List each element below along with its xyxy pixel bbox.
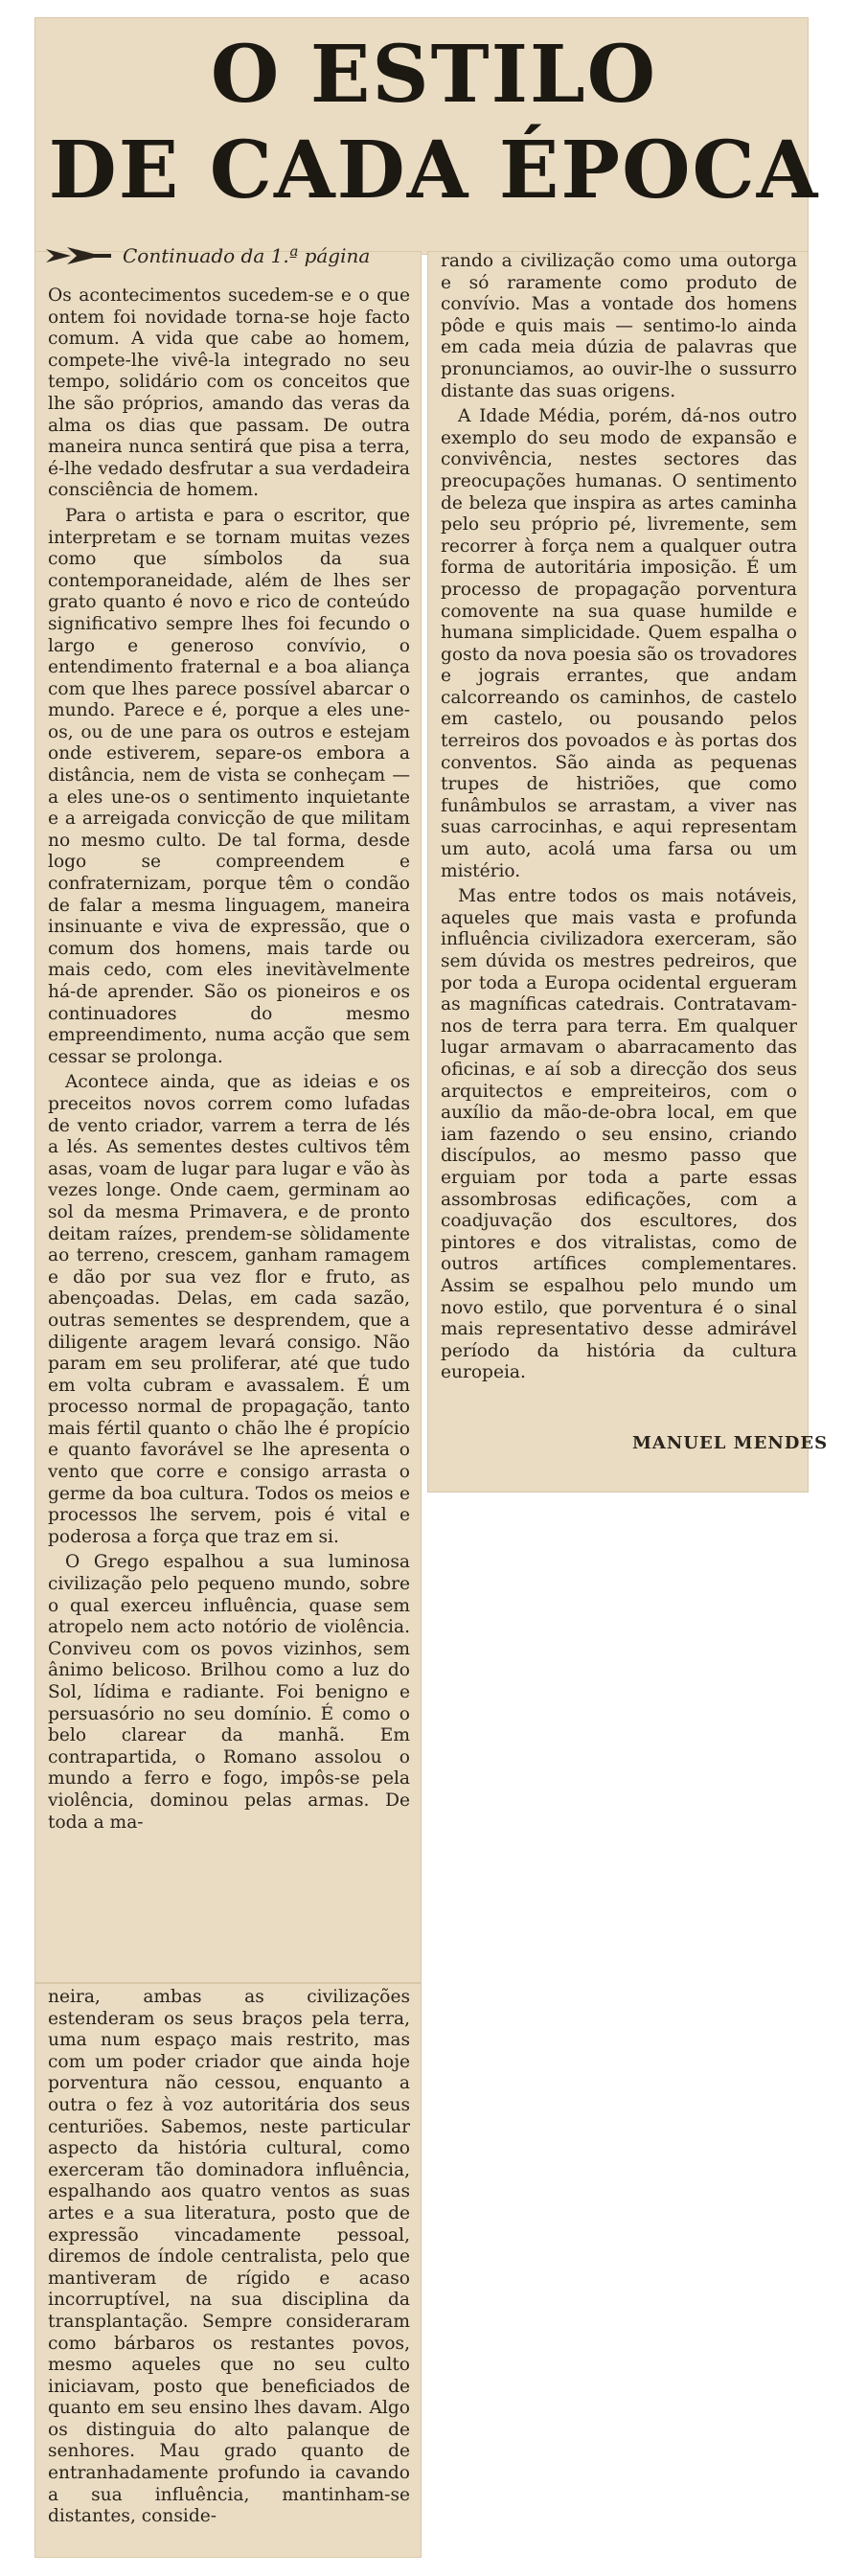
article-column-left-bottom <box>48 1987 410 2552</box>
continued-note <box>46 241 429 270</box>
article-column-left <box>48 285 410 1972</box>
paragraph: Acontece ainda, que as ideias e os preceitos novos correm como lufadas de vento criador, varrem a terra de lés a lés. As sementes destes cultivos têm asas, voam de lugar para lugar e vão às vezes longe. Onde caem, germinam ao sol da mesma Primavera, e de pronto deitam raízes, prendem-se sòlidamente ao terreno, crescem, ganham ramagem e dão por sua vez flor e fruto, as abençoadas. Delas, em cada sazão, outras sementes se desprendem, que a diligente aragem levará consigo. Não param em seu proliferar, até que tudo em volta cubram e avassalem. É um processo normal de propagação, tanto mais fértil quanto o chão lhe é propício e quanto favorável se lhe apresenta o vento que corre e consigo arrasta o germe da boa cultura. Todos os meios e processos lhe servem, pois é vital e poderosa a força que traz em si. <box>48 1072 410 1547</box>
paragraph: Mas entre todos os mais notáveis, aqueles que mais vasta e profunda influência civilizadora exerceram, são sem dúvida os mestres pedreiros, que por toda a Europa ocidental ergueram as magníficas catedrais. Contratavam-nos de terra para terra. Em qualquer lugar armavam o abarracamento das oficinas, e aí sob a direcção dos seus arquitectos e empreiteiros, com o auxílio da mão-de-obra local, em que iam fazendo o seu ensino, criando discípulos, ao mesmo passo que erguiam por toda a parte essas assombrosas edificações, com a coadjuvação dos escultores, dos pintores e dos vitralistas, como de outros artífices complementares. Assim se espalhou pelo mundo um novo estilo, que porventura é o sinal mais representativo desse admirável período da história da cultura europeia. <box>441 886 797 1383</box>
paragraph: rando a civilização como uma outorga e só raramente como produto de convívio. Mas a vontade dos homens pôde e quis mais — sentimo-lo ainda em cada meia dúzia de palavras que pronunciamos, ao ouvir-lhe o sussurro distante das suas origens. <box>441 251 797 401</box>
continued-label: Continuado da 1.ª página <box>123 244 371 267</box>
arrow-icon <box>46 245 113 266</box>
paragraph: O Grego espalhou a sua luminosa civilização pelo pequeno mundo, sobre o qual exerceu influência, quase sem atropelo nem acto notório de violência. Conviveu com os povos vizinhos, sem ânimo belicoso. Brilhou como a luz do Sol, lídima e radiante. Foi benigno e persuasório no seu domínio. É como o belo clarear da manhã. Em contrapartida, o Romano assolou o mundo a ferro e fogo, impôs-se pela violência, dominou pelas armas. De toda a ma- <box>48 1552 410 1833</box>
paragraph: A Idade Média, porém, dá-nos outro exemplo do seu modo de expansão e convivência, nestes sectores das preocupações humanas. O sentimento de beleza que inspira as artes caminha pelo seu próprio pé, livremente, sem recorrer à força nem a qualquer outra forma de autoritária imposição. É um processo de propagação porventura comovente na sua quase humilde e humana simplicidade. Quem espalha o gosto da nova poesia são os trovadores e jograis errantes, que andam calcorreando os caminhos, de castelo em castelo, ou pousando pelos terreiros dos povoados e às portas dos conventos. São ainda as pequenas trupes de histriões, que como funâmbulos se arrastam, a viver nas suas carrocinhas, e aqui representam um auto, acolá uma farsa ou um mistério. <box>441 406 797 881</box>
headline-line-2: DE CADA ÉPOCA <box>48 125 820 217</box>
paragraph: Os acontecimentos sucedem-se e o que ontem foi novidade torna-se hoje facto comum. A vida que cabe ao homem, compete-lhe vivê-la integrado no seu tempo, solidário com os conceitos que lhe são próprios, amando das veras da alma os dias que passam. De outra maneira nunca sentirá que pisa a terra, é-lhe vedado desfrutar a sua verdadeira consciência de homem. <box>48 285 410 501</box>
paragraph: Para o artista e para o escritor, que interpretam e se tornam muitas vezes como que símbolos da sua contemporaneidade, além de lhes ser grato quanto é novo e rico de conteúdo significativo sempre lhes foi fecundo o largo e generoso convívio, o entendimento fraternal e a boa aliança com que lhes parece possível abarcar o mundo. Parece e é, porque a eles une-os, ou de une para os outros e estejam onde estiverem, separe-os embora a distância, nem de vista se conheçam — a eles une-os o sentimento inquietante e a arreigada convicção de que militam no mesmo culto. De tal forma, desde logo se compreendem e confraternizam, porque têm o condão de falar a mesma linguagem, maneira insinuante e viva de expressão, que o comum dos homens, mais tarde ou mais cedo, com eles inevitàvelmente há-de aprender. São os pioneiros e os continuadores do mesmo empreendimento, numa acção que sem cessar se prolonga. <box>48 505 410 1067</box>
headline <box>36 27 832 218</box>
headline-line-1: O ESTILO <box>210 29 658 121</box>
paragraph: neira, ambas as civilizações estenderam os seus braços pela terra, uma num espaço mais restrito, mas com um poder criador que ainda hoje porventura não cessou, enquanto a outra o fez à voz autoritária dos seus centuriões. Sabemos, neste particular aspecto da história cultural, como exerceram tão dominadora influência, espalhando aos quatro ventos as suas artes e a sua literatura, posto que de expressão vincadamente pessoal, diremos de índole centralista, pelo que mantiveram de rígido e acaso incorruptível, na sua disciplina da transplantação. Sempre consideraram como bárbaros os restantes povos, mesmo aqueles que no seu culto iniciavam, posto que beneficiados de quanto em seu ensino lhes davam. Algo os distinguia do alto palanque de senhores. Mau grado quanto de entranhadamente profundo ia cavando a sua influência, mantinham-se distantes, conside- <box>48 1987 410 2527</box>
author-signature: MANUEL MENDES <box>632 1433 829 1453</box>
article-column-right <box>441 251 797 1425</box>
